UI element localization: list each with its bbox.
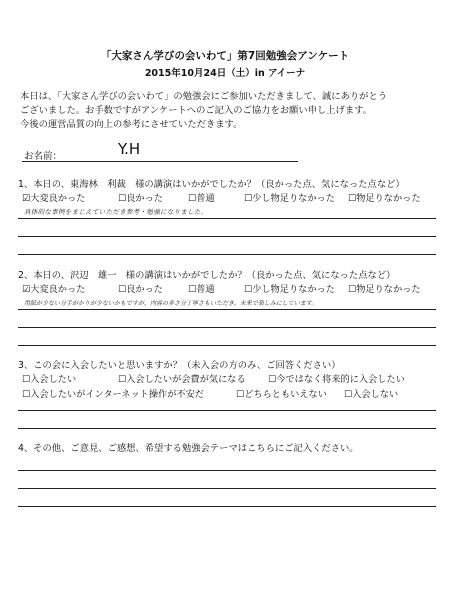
q1-option-lacking[interactable]: ☐物足りなかった — [348, 193, 421, 204]
q1-option-good[interactable]: ☐良かった — [118, 193, 163, 204]
intro-line-1: 本日は、「大家さん学びの会いわて」の勉強会にご参加いただきまして、誠にありがとう — [20, 91, 388, 102]
name-value[interactable]: Y.H — [118, 140, 141, 158]
q2-answer[interactable]: 用紙が少ない分手がかりが少ないかもですが、内容の多さ分丁寧さもいただき、未来で楽しみにしています。 — [24, 300, 318, 307]
q3-option-join-fee-concern[interactable]: ☐入会したいが会費が気になる — [118, 374, 246, 385]
q2-line-1 — [18, 309, 436, 310]
q3-question: 3、この会に入会したいと思いますか？（未入会の方のみ、ご回答ください） — [18, 360, 341, 371]
q2-option-average[interactable]: ☐普通 — [188, 284, 215, 295]
survey-date: 2015年10月24日（土）in アイーナ — [144, 68, 306, 79]
q3-options-row-1 — [0, 371, 450, 385]
q3-option-not-join[interactable]: ☐入会しない — [344, 389, 399, 400]
q2-line-3 — [18, 345, 436, 346]
q3-options-row-2 — [0, 386, 450, 400]
q4-line-1 — [18, 470, 436, 471]
q1-line-2 — [18, 236, 436, 237]
intro-line-2: ございました。お手数ですがアンケートへのご記入のご協力をお願い申し上げます。 — [20, 105, 372, 116]
q2-line-2 — [18, 327, 436, 328]
q3-line-2 — [18, 428, 436, 429]
q2-option-very-good[interactable]: ☑大変良かった — [22, 284, 86, 295]
q2-option-slightly-lacking[interactable]: ☐少し物足りなかった — [244, 284, 335, 295]
q3-option-join-internet-concern[interactable]: ☐入会したいがインターネット操作が不安だ — [22, 389, 204, 400]
q2-question: 2、本日の、沢辺 雄一 様の講演はいかがでしたか？（良かった点、気になった点など） — [18, 270, 396, 281]
q3-line-1 — [18, 410, 436, 411]
q2-options — [0, 281, 450, 295]
q1-option-average[interactable]: ☐普通 — [188, 193, 215, 204]
q1-answer[interactable]: 具体的な事例をまじえていただき参考・勉強になりました。 — [24, 208, 208, 216]
q3-option-undecided[interactable]: ☐どちらともいえない — [236, 389, 327, 400]
q3-option-join-later[interactable]: ☐今ではなく将来的に入会したい — [268, 374, 405, 385]
intro-line-3: 今後の運営品質の向上の参考にさせていただきます。 — [20, 119, 243, 130]
q2-option-lacking[interactable]: ☐物足りなかった — [348, 284, 421, 295]
q1-question: 1、本日の、東海林 利裁 様の講演はいかがでしたか？（良かった点、気になった点など） — [18, 179, 405, 190]
survey-title: 「大家さん学びの会いわて」第7回勉強会アンケート — [100, 50, 350, 62]
q4-question: 4、その他、ご意見、ご感想、希望する勉強会テーマはこちらにご記入ください。 — [18, 443, 359, 454]
q4-line-3 — [18, 506, 436, 507]
q1-option-slightly-lacking[interactable]: ☐少し物足りなかった — [244, 193, 335, 204]
q3-option-join[interactable]: ☐入会したい — [22, 374, 77, 385]
q1-line-3 — [18, 254, 436, 255]
name-label: お名前： — [24, 151, 63, 162]
q4-line-2 — [18, 488, 436, 489]
name-underline — [22, 161, 298, 162]
q2-option-good[interactable]: ☐良かった — [118, 284, 163, 295]
q1-option-very-good[interactable]: ☑大変良かった — [22, 193, 86, 204]
q1-line-1 — [18, 218, 436, 219]
q1-options — [0, 190, 450, 204]
